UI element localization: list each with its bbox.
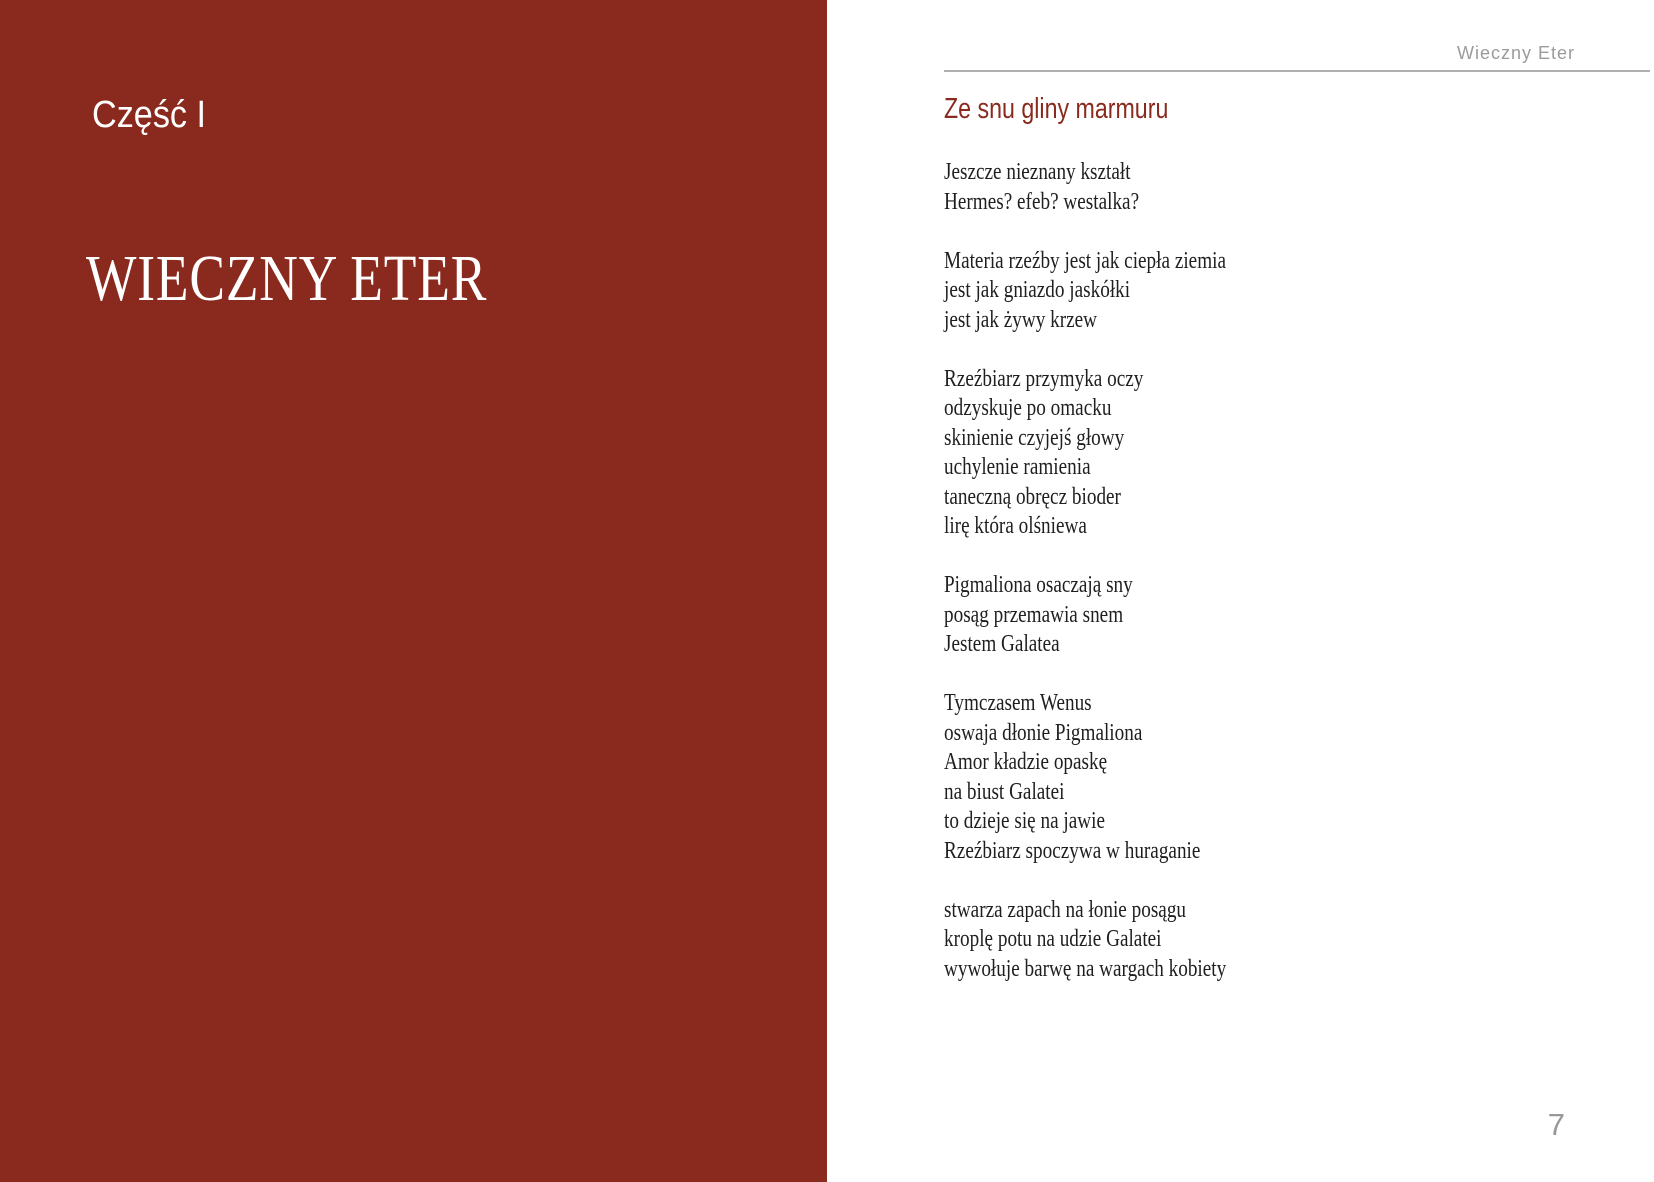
poem-line: to dzieje się na jawie [944, 808, 1105, 834]
page-number: 7 [1547, 1107, 1565, 1142]
poem-stanza [944, 896, 1226, 985]
poem-line: uchylenie ramienia [944, 454, 1091, 480]
poem-line: wywołuje barwę na wargach kobiety [944, 955, 1227, 982]
poem-line: Rzeźbiarz spoczywa w huraganie [944, 837, 1201, 864]
header-rule [944, 70, 1650, 72]
poem-line: kroplę potu na udzie Galatei [944, 926, 1162, 952]
poem-stanza [944, 247, 1226, 336]
poem-line: posąg przemawia snem [944, 601, 1124, 628]
poem-line: Materia rzeźby jest jak ciepła ziemia [944, 247, 1226, 274]
poem-line: lirę która olśniewa [944, 513, 1087, 539]
poem-stanza [944, 571, 1226, 660]
poem-stanza [944, 689, 1226, 866]
poem-stanza [944, 158, 1226, 217]
poem-line: Pigmaliona osaczają sny [944, 572, 1133, 598]
poem-line: jest jak żywy krzew [944, 306, 1098, 333]
poem-line: taneczną obręcz bioder [944, 483, 1121, 510]
poem-line: stwarza zapach na łonie posągu [944, 896, 1187, 923]
poem-line: Rzeźbiarz przymyka oczy [944, 365, 1144, 392]
right-page [827, 0, 1654, 1182]
poem-stanza [944, 365, 1226, 542]
poem-line: skinienie czyjejś głowy [944, 424, 1125, 451]
poem-line: odzyskuje po omacku [944, 395, 1112, 421]
running-header: Wieczny Eter [1456, 43, 1575, 63]
poem-line: oswaja dłonie Pigmaliona [944, 719, 1143, 746]
part-label: Część I [92, 94, 207, 136]
poem-line: Jestem Galatea [944, 631, 1060, 657]
poem-title: Ze snu gliny marmuru [944, 93, 1169, 125]
book-title: WIECZNY ETER [86, 242, 488, 315]
poem-line: Amor kładzie opaskę [944, 749, 1108, 775]
poem-line: Jeszcze nieznany kształt [944, 159, 1131, 185]
poem [944, 158, 1226, 1014]
poem-line: jest jak gniazdo jaskółki [944, 277, 1131, 303]
poem-line: na biust Galatei [944, 778, 1065, 805]
poem-line: Hermes? efeb? westalka? [944, 188, 1140, 215]
poem-line: Tymczasem Wenus [944, 690, 1092, 716]
